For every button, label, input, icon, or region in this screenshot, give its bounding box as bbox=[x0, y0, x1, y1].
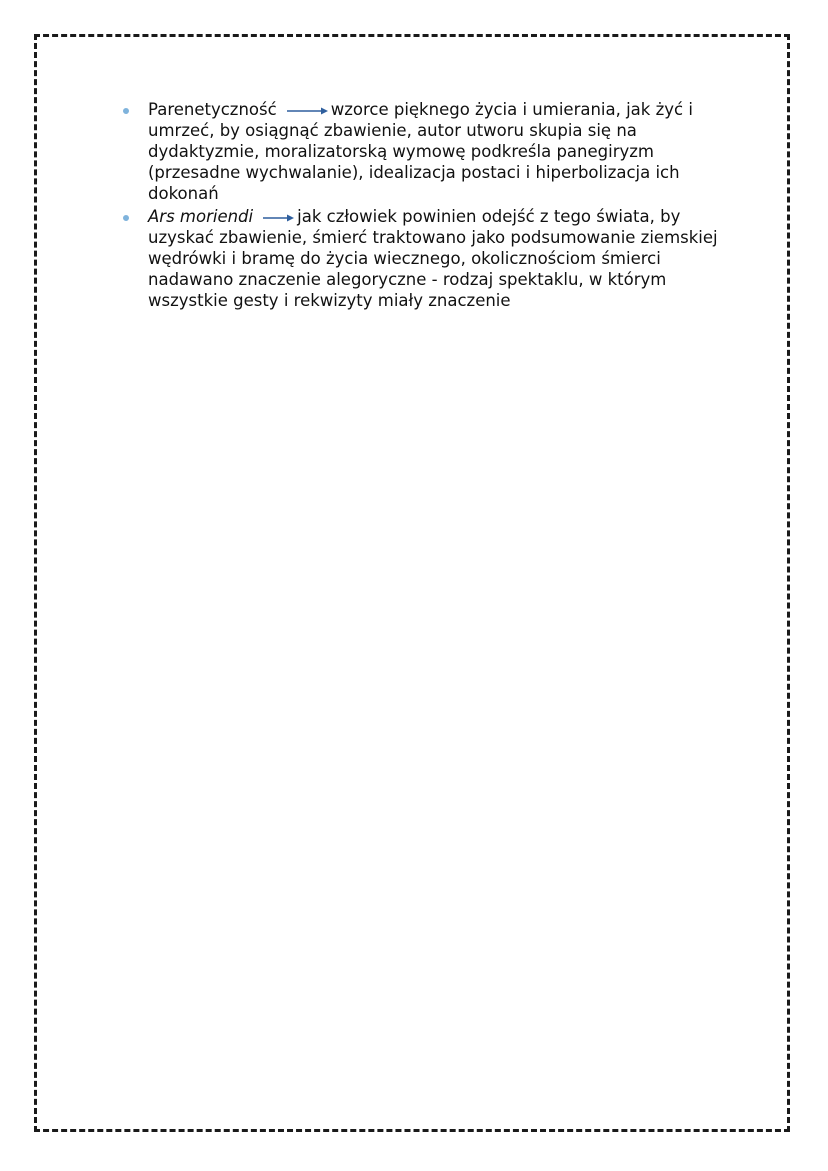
bullet-icon bbox=[123, 108, 129, 114]
notes-content bbox=[122, 99, 742, 313]
item-description: jak człowiek powinien odejść z tego świata, by uzyskać zbawienie, śmierć traktowano jako podsumowanie ziemskiej wędrówki i bramę do życia wiecznego, okolicznościom śmierci nadawano znaczenie alegoryczne - rodzaj spektaklu, w którym wszystkie gesty i rekwizyty miały znaczenie bbox=[148, 207, 718, 310]
bullet-icon bbox=[123, 215, 129, 221]
bullet-list bbox=[122, 99, 742, 311]
term-label: Ars moriendi bbox=[148, 207, 254, 226]
arrow-right-icon bbox=[285, 107, 329, 115]
item-description: wzorce pięknego życia i umierania, jak żyć i umrzeć, by osiągnąć zbawienie, autor utworu skupia się na dydaktyzmie, moralizatorską wymowę podkreśla panegiryzm (przesadne wychwalanie), idealizacja postaci i hiperbolizacja ich dokonań bbox=[148, 100, 693, 203]
arrow-right-icon bbox=[261, 214, 295, 222]
list-item bbox=[122, 206, 742, 311]
term-label: Parenetyczność bbox=[148, 100, 277, 119]
list-item bbox=[122, 99, 742, 204]
